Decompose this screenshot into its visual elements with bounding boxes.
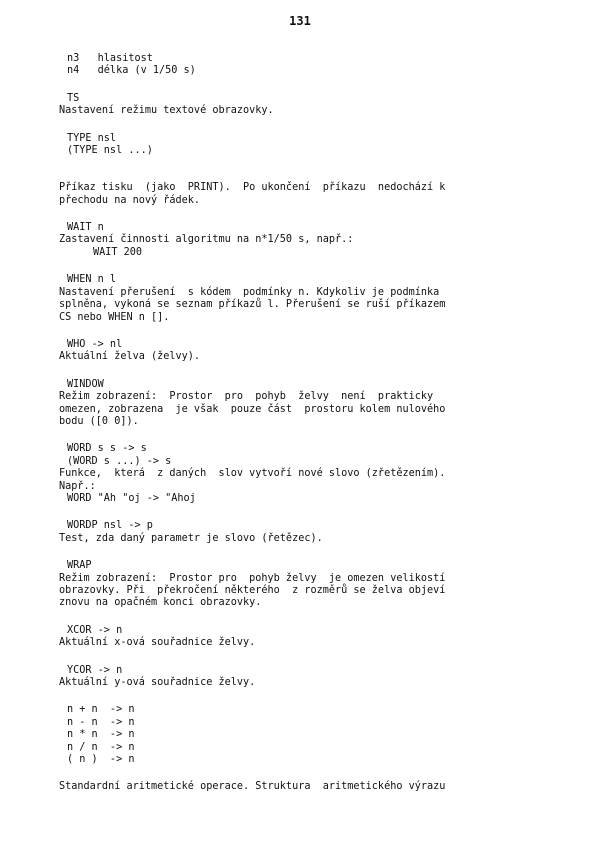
text-block: [59, 222, 549, 259]
text-line: Nastavení režimu textové obrazovky.: [59, 105, 274, 117]
text-block: [59, 53, 549, 78]
command-line: WHEN n l: [67, 274, 117, 286]
text-line: CS nebo WHEN n [].: [59, 311, 170, 323]
text-block: [59, 781, 549, 793]
text-block: [59, 443, 549, 505]
text-line: obrazovky. Při překročení některého z rozměrů se želva objeví: [59, 585, 446, 596]
text-line: [59, 157, 549, 169]
command-line: n + n -> n: [67, 704, 135, 716]
text-line: Test, zda daný parametr je slovo (řetězec).: [59, 532, 323, 544]
text-block: [59, 625, 549, 650]
text-line: přechodu na nový řádek.: [59, 194, 201, 206]
text-block: [59, 704, 549, 766]
document-body: [59, 53, 549, 809]
command-line: WRAP: [67, 560, 92, 572]
command-line: WORD s s -> s: [67, 443, 147, 455]
command-line: (WORD s ...) -> s: [67, 455, 172, 467]
text-line: znovu na opačném konci obrazovky.: [59, 597, 262, 609]
command-line: TS: [67, 92, 80, 104]
text-block: [59, 339, 549, 364]
command-line: n3 hlasitost: [67, 53, 153, 64]
command-line: XCOR -> n: [67, 624, 123, 636]
command-line: TYPE nsl: [67, 132, 117, 144]
command-line: WHO -> nl: [67, 338, 123, 350]
text-line: Funkce, která z daných slov vytvoří nové slovo (zřetězením).: [59, 468, 446, 480]
text-line: Režim zobrazení: Prostor pro pohyb želvy je omezen velikostí: [59, 572, 446, 584]
text-block: [59, 93, 549, 118]
page-number: 131: [289, 14, 311, 28]
command-line: WINDOW: [67, 378, 104, 390]
text-block: [59, 560, 549, 610]
text-line: Nastavení přerušení s kódem podmínky n. Kdykoliv je podmínka: [59, 286, 440, 298]
text-line: [59, 170, 549, 182]
text-block: [59, 520, 549, 545]
command-line: WAIT 200: [93, 246, 143, 258]
command-line: n - n -> n: [67, 716, 135, 728]
text-block: [59, 133, 549, 207]
text-line: Např.:: [59, 480, 96, 492]
command-line: n * n -> n: [67, 729, 135, 741]
text-block: [59, 274, 549, 324]
text-block: [59, 665, 549, 690]
command-line: WORD "Ah "oj -> "Ahoj: [67, 492, 196, 504]
text-line: splněna, vykoná se seznam příkazů l. Přerušení se ruší příkazem: [59, 299, 446, 311]
text-line: Aktuální y-ová souřadnice želvy.: [59, 677, 256, 689]
text-line: omezen, zobrazena je však pouze část prostoru kolem nulového: [59, 403, 446, 415]
command-line: n4 délka (v 1/50 s): [67, 65, 196, 77]
text-line: Režim zobrazení: Prostor pro pohyb želvy není prakticky: [59, 391, 434, 403]
command-line: WAIT n: [67, 222, 104, 234]
command-line: YCOR -> n: [67, 664, 123, 676]
text-line: Aktuální x-ová souřadnice želvy.: [59, 637, 256, 649]
text-block: [59, 379, 549, 429]
command-line: WORDP nsl -> p: [67, 520, 153, 532]
command-line: n / n -> n: [67, 741, 135, 753]
text-line: Zastavení činnosti algoritmu na n*1/50 s, např.:: [59, 234, 354, 246]
text-line: Standardní aritmetické operace. Struktura aritmetického výrazu: [59, 781, 446, 793]
text-line: bodu ([0 0]).: [59, 415, 139, 427]
text-line: Aktuální želva (želvy).: [59, 351, 201, 363]
command-line: (TYPE nsl ...): [67, 145, 153, 157]
text-line: Příkaz tisku (jako PRINT). Po ukončení příkazu nedochází k: [59, 182, 446, 194]
command-line: ( n ) -> n: [67, 754, 135, 766]
